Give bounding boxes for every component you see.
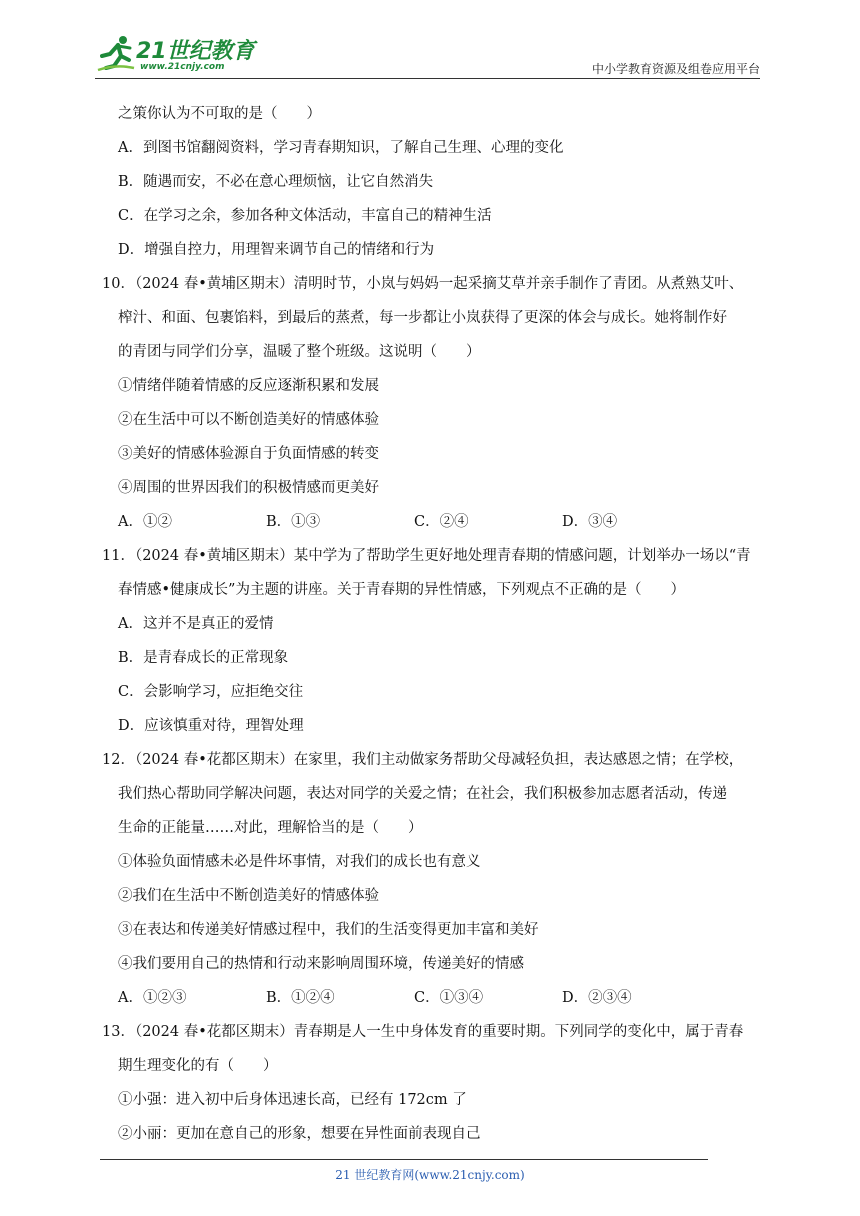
option-c: C．在学习之余，参加各种文体活动，丰富自己的精神生活 [118, 208, 492, 224]
platform-label: 中小学教育资源及组卷应用平台 [591, 62, 760, 76]
option-b: B．是青春成长的正常现象 [118, 650, 289, 666]
option-c: C．①③④ [414, 990, 484, 1006]
statement-3: ③美好的情感体验源自于负面情感的转变 [118, 446, 379, 462]
question-13-stem: 13．（2024 春•花都区期末）青春期是人一生中身体发育的重要时期。下列同学的变化中，属于青春 [102, 1024, 744, 1040]
option-d: D．应该慎重对待，理智处理 [118, 718, 304, 734]
footer-link[interactable]: 21 世纪教育网(www.21cnjy.com) [335, 1168, 525, 1182]
option-c: C．会影响学习，应拒绝交往 [118, 684, 304, 700]
question-12-stem: 生命的正能量……对此，理解恰当的是（ ） [118, 820, 423, 836]
question-10-stem: 榨汁、和面、包裹馅料，到最后的蒸煮，每一步都让小岚获得了更深的体会与成长。她将制作好 [118, 310, 727, 326]
statement-1: ①体验负面情感未必是件坏事情，对我们的成长也有意义 [118, 854, 481, 870]
statement-3: ③在表达和传递美好情感过程中，我们的生活变得更加丰富和美好 [118, 922, 539, 938]
statement-1: ①情绪伴随着情感的反应逐渐积累和发展 [118, 378, 379, 394]
option-a: A．①②③ [118, 990, 187, 1006]
statement-4: ④周围的世界因我们的积极情感而更美好 [118, 480, 379, 496]
statement-1: ①小强：进入初中后身体迅速长高，已经有 172cm 了 [118, 1092, 467, 1108]
option-b: B．①③ [266, 514, 321, 530]
option-a: A．到图书馆翻阅资料，学习青春期知识，了解自己生理、心理的变化 [118, 140, 564, 156]
question-10-stem: 10．（2024 春•黄埔区期末）清明时节，小岚与妈妈一起采摘艾草并亲手制作了青团。从煮熟艾叶、 [102, 276, 744, 292]
question-11-stem: 春情感•健康成长”为主题的讲座。关于青春期的异性情感，下列观点不正确的是（ ） [118, 582, 685, 598]
question-10-stem: 的青团与同学们分享，温暖了整个班级。这说明（ ） [118, 344, 481, 360]
statement-2: ②小丽：更加在意自己的形象，想要在异性面前表现自己 [118, 1126, 481, 1142]
footer-divider [100, 1159, 708, 1160]
site-logo[interactable] [96, 34, 256, 78]
logo-title: 21世纪教育 [136, 39, 255, 64]
option-a: A．①② [118, 514, 172, 530]
question-12-stem: 12．（2024 春•花都区期末）在家里，我们主动做家务帮助父母减轻负担，表达感恩之情；在学校， [102, 752, 744, 768]
option-d: D．②③④ [562, 990, 632, 1006]
statement-2: ②我们在生活中不断创造美好的情感体验 [118, 888, 379, 904]
option-a: A．这并不是真正的爱情 [118, 616, 274, 632]
option-c: C．②④ [414, 514, 469, 530]
logo-url: www.21cnjy.com [140, 62, 225, 72]
question-11-stem: 11．（2024 春•黄埔区期末）某中学为了帮助学生更好地处理青春期的情感问题，计划举办一场以“青 [102, 548, 751, 564]
option-b: B．①②④ [266, 990, 335, 1006]
question-12-stem: 我们热心帮助同学解决问题，表达对同学的关爱之情；在社会，我们积极参加志愿者活动，传递 [118, 786, 727, 802]
text-line: 之策你认为不可取的是（ ） [118, 106, 321, 122]
option-d: D．增强自控力，用理智来调节自己的情绪和行为 [118, 242, 435, 258]
statement-2: ②在生活中可以不断创造美好的情感体验 [118, 412, 379, 428]
runner-logo-icon [96, 34, 136, 74]
question-13-stem: 期生理变化的有（ ） [118, 1058, 278, 1074]
statement-4: ④我们要用自己的热情和行动来影响周围环境，传递美好的情感 [118, 956, 524, 972]
page-header [0, 0, 860, 80]
option-b: B．随遇而安，不必在意心理烦恼，让它自然消失 [118, 174, 434, 190]
header-divider [95, 78, 760, 79]
option-d: D．③④ [562, 514, 618, 530]
